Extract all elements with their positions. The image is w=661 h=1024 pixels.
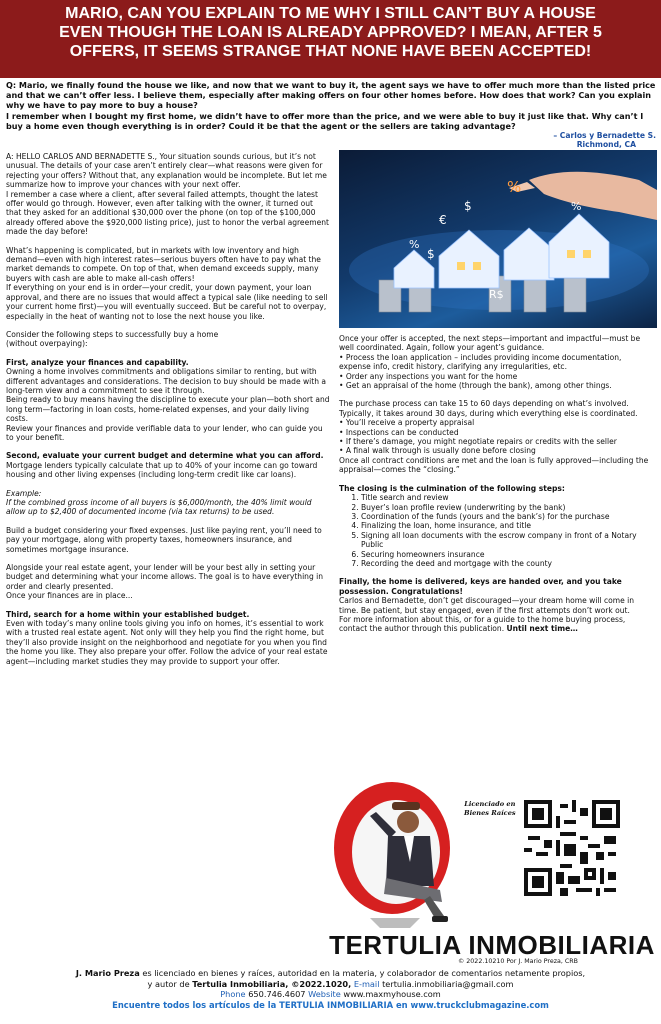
closing-intro: Once all contract conditions are met and the loan is fully approved—including the appraisal—comes the “closing.” xyxy=(339,455,649,475)
example-label: Example: xyxy=(6,488,42,498)
closing-step: 2. Buyer’s loan profile review (underwriting by the bank) xyxy=(361,503,655,512)
email-link[interactable]: tertulia.inmobiliaria@gmail.com xyxy=(382,978,514,989)
closing-step: 6. Securing homeowners insurance xyxy=(361,550,655,559)
footer-line-3 xyxy=(0,989,661,1000)
closing-steps xyxy=(339,493,655,568)
reader-question xyxy=(6,80,656,149)
steps-intro: Consider the following steps to successfully buy a home xyxy=(6,329,219,339)
accepted-list xyxy=(339,353,655,391)
photo-illustration xyxy=(339,150,657,328)
answer-intro: A: HELLO CARLOS AND BERNADETTE S., Your situation sounds curious, but it’s not unusual. The details of your case aren’t entirely clear—what reasons were given for rejecting your offers? Without that, any explanation would be incomplete. But let me summarize how to improve your chances with your next offer. xyxy=(6,152,327,190)
copyright-note: © 2022.10210 Por J. Mario Preza, CRB xyxy=(458,958,578,965)
step-1-text-c: Review your finances and provide verifiable data to your lender, who can guide you to your benefit. xyxy=(6,423,323,442)
percent-symbol-2: % xyxy=(571,200,582,213)
list-item: • If there’s damage, you might negotiate repairs or credits with the seller xyxy=(339,437,617,447)
percent-symbol-1: % xyxy=(507,178,522,196)
closing-step: 1. Title search and review xyxy=(361,493,655,502)
percent-symbol-3: % xyxy=(409,238,420,251)
email-label: E-mail xyxy=(353,978,380,989)
answer-order: If everything on your end is in order—your credit, your down payment, your loan approval, and there are no issues that would affect a typical sale (like needing to sell your current home first)—you will eventually succeed. But be careful not to overpay, especially in the heat of wanting not to lose the next house you like. xyxy=(6,283,328,321)
closing-heading: The closing is the culmination of the following steps: xyxy=(339,483,565,493)
phone-number[interactable]: 650.746.4607 xyxy=(248,989,306,1000)
step-3-heading: Third, search for a home within your established budget. xyxy=(6,609,250,619)
purchase-list xyxy=(339,418,655,456)
author-footer xyxy=(0,968,661,1010)
list-item: • Get an appraisal of the home (through the bank), among other things. xyxy=(339,381,612,391)
sign-off: Until next time… xyxy=(506,624,578,634)
phone-label: Phone xyxy=(220,989,246,1000)
left-column xyxy=(6,152,330,666)
list-item: • You’ll receive a property appraisal xyxy=(339,418,475,428)
brand-name: TERTULIA INMOBILIARIA xyxy=(329,930,655,960)
answer-case: I remember a case where a client, after several failed attempts, thought the latest offer would go through. However, even after talking with the owner, it turned out that they asked for an additional $30,000 over the phone (on top of the $100,000 already offered above the $920,000 listing price), just to honor the verbal agreement made the day before! xyxy=(6,189,329,237)
footer-promo[interactable]: Encuentre todos los artículos de la TERTULIA INMOBILIARIA en www.truckclubmagazine.com xyxy=(112,999,549,1010)
license-caption xyxy=(464,800,516,818)
step-1-text-b: Being ready to buy means having the discipline to execute your plan—both short and long term—factoring in loan costs, home-related expenses, and your daily living costs. xyxy=(6,395,330,424)
footer-line-1 xyxy=(0,968,661,979)
license-line-2: Bienes Raíces xyxy=(464,809,516,817)
encouragement: Carlos and Bernadette, don’t get discouraged—your dream home will come in time. Be patient, but stay engaged, even if the first attempts don’t work out. xyxy=(339,596,635,615)
right-column xyxy=(339,334,655,634)
example-text: If the combined gross income of all buyers is $6,000/month, the 40% limit would allow up to $2,400 of documented income (via tax returns) to be used. xyxy=(6,498,312,517)
question-paragraph-1: Q: Mario, we finally found the house we like, and now that we want to buy it, the agent says we have to offer much more than the listed price and that we can’t offer less. I believe them, especially after making offers on four other homes before. How does that work? Can you explain why we have to pay more to buy a house? xyxy=(6,80,656,111)
author-bio: es licenciado en bienes y raíces, autoridad en la materia, y colaborador de comentarios netamente propios, xyxy=(139,968,586,978)
accepted-intro: Once your offer is accepted, the next steps—important and impactful—must be well coordinated. Again, follow your agent’s guidance. xyxy=(339,334,641,353)
step-2-text-a: Mortgage lenders typically calculate that up to 40% of your income can go toward housing and other living expenses (including long-term credit like car loans). xyxy=(6,460,318,480)
author-portrait xyxy=(330,778,470,930)
list-item: • A final walk through is usually done before closing xyxy=(339,446,536,456)
signature-city: Richmond, CA xyxy=(576,140,636,150)
step-2-text-b: Build a budget considering your fixed expenses. Just like paying rent, you’ll need to pay your mortgage, along with property taxes, homeowners insurance, and sometimes mortgage insurance. xyxy=(6,525,322,554)
website-label: Website xyxy=(308,989,341,1000)
list-item: • Inspections can be conducted xyxy=(339,427,459,437)
step-1-heading: First, analyze your finances and capability. xyxy=(6,357,189,367)
contact-text: For more information about this, or for a guide to the home buying process, contact the author through this publication. xyxy=(339,614,626,634)
closing-step: 4. Finalizing the loan, home insurance, and title xyxy=(361,521,655,530)
license-line-1: Licenciado en xyxy=(464,800,516,808)
headline-line-2: EVEN THOUGH THE LOAN IS ALREADY APPROVED? I MEAN, AFTER 5 xyxy=(59,24,602,41)
dollar-symbol-1: $ xyxy=(464,199,472,213)
real-symbol: R$ xyxy=(489,288,504,301)
steps-intro-sub: (without overpaying): xyxy=(6,339,88,349)
hand-houses-photo xyxy=(339,150,657,328)
qr-code-icon[interactable] xyxy=(524,800,620,896)
step-2-text-d: Once your finances are in place... xyxy=(6,591,133,601)
headline-line-1: MARIO, CAN YOU EXPLAIN TO ME WHY I STILL CAN’T BUY A HOUSE xyxy=(65,5,596,22)
closing-step: 3. Coordination of the funds (yours and the bank’s) for the purchase xyxy=(361,512,655,521)
step-3-text: Even with today’s many online tools giving you info on homes, it’s essential to work with a trusted real estate agent. Not only will they help you find the right home, but they’ll also provide insight on the neighborhood and negotiate for you when you find the home you like. They also prepare your offer. Follow the advice of your real estate agent—including market studies they may provide to support your offer. xyxy=(6,619,328,666)
closing-step: 7. Recording the deed and mortgage with the county xyxy=(361,559,655,568)
closing-step: 5. Signing all loan documents with the escrow company in front of a Notary Public xyxy=(361,531,655,550)
purchase-duration: The purchase process can take 15 to 60 days depending on what’s involved. Typically, it takes around 30 days, during which everything else is coordinated. xyxy=(339,399,638,418)
answer-market: What’s happening is complicated, but in markets with low inventory and high demand—even with high interest rates—serious buyers often have to pay what the market demands to compete. On top of that, when demand exceeds supply, many buyers with cash are able to make all-cash offers! xyxy=(6,245,321,283)
step-2-heading: Second, evaluate your current budget and determine what you can afford. xyxy=(6,451,324,461)
step-2-text-c: Alongside your real estate agent, your lender will be your best ally in setting your budget and determining what your income allows. The goal is to have everything in order and clearly presented. xyxy=(6,563,324,591)
question-signature xyxy=(6,131,656,149)
author-prefix: y autor de xyxy=(147,978,193,989)
column-credit: Tertulia Inmobiliaria, ©2022.1020, xyxy=(192,978,352,989)
footer-line-2 xyxy=(0,979,661,990)
contact-info-paragraph xyxy=(339,615,655,634)
list-item: • Process the loan application – includes providing income documentation, expense info, credit history, clarifying any irregularities, etc. xyxy=(339,352,622,372)
final-heading: Finally, the home is delivered, keys are handed over, and you take possession. Congratulations! xyxy=(339,577,622,596)
euro-symbol: € xyxy=(439,213,447,227)
step-1-text-a: Owning a home involves commitments and obligations similar to renting, but with different advantages and considerations. The decision to buy should be made with a long-term view and a commitment to see it through. xyxy=(6,367,327,395)
headline-banner xyxy=(0,0,661,78)
headline-line-3: OFFERS, IT SEEMS STRANGE THAT NONE HAVE BEEN ACCEPTED! xyxy=(69,43,592,60)
dollar-symbol-2: $ xyxy=(427,247,435,261)
signature-names: – Carlos y Bernadette S. xyxy=(553,131,656,141)
list-item: • Order any inspections you want for the home xyxy=(339,371,518,381)
author-name: J. Mario Preza xyxy=(75,968,140,978)
website-link[interactable]: www.maxmyhouse.com xyxy=(343,989,441,1000)
question-paragraph-2: I remember when I bought my first home, we didn’t have to offer more than the price, and we were able to buy it just like that. Why can’t I buy a home even though everything is in order? Could it be that the agent or the sellers are taking advantage? xyxy=(6,110,644,131)
